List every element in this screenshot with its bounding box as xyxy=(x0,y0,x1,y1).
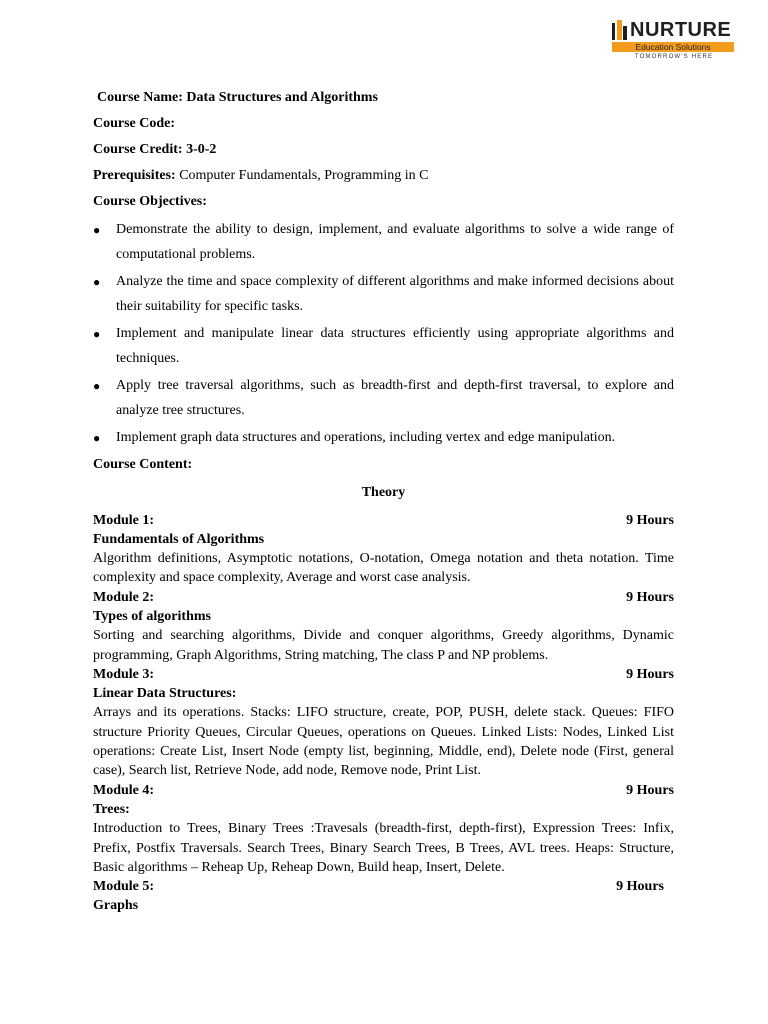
objective-item: ● Implement and manipulate linear data structures efficiently using appropriate algorithms and techniques. xyxy=(93,322,674,371)
module-label: Module 1: xyxy=(93,512,155,528)
course-code-line xyxy=(93,114,674,134)
theory-heading: Theory xyxy=(361,484,406,500)
course-name-value: Data Structures and Algorithms xyxy=(186,90,378,105)
prerequisites-line xyxy=(93,166,674,186)
course-name-line xyxy=(93,88,674,108)
logo-top-row xyxy=(612,18,736,40)
module-body: Introduction to Trees, Binary Trees :Travesals (breadth-first, depth-first), Expression Trees: Infix, Prefix, Postfix Traversals. Search Trees, Binary Search Trees, B Trees, AVL trees. Heaps: Structure, Basic algorithms – Reheap Up, Reheap Down, Build heap, Insert, Delete. xyxy=(93,821,674,875)
module-body: Sorting and searching algorithms, Divide and conquer algorithms, Greedy algorithms, Dynamic programming, Graph Algorithms, String matching, The class P and NP problems. xyxy=(93,628,674,663)
course-content-heading: Course Content: xyxy=(93,456,193,472)
module-hours: 9 Hours xyxy=(626,512,674,528)
logo-tagline-small: TOMORROW'S HERE xyxy=(634,54,714,60)
module-label: Module 5: xyxy=(93,879,155,895)
module-1 xyxy=(93,511,674,588)
module-body: Algorithm definitions, Asymptotic notations, O-notation, Omega notation and theta notation. Time complexity and space complexity, Average and worst case analysis. xyxy=(93,551,674,586)
objective-item: ● Apply tree traversal algorithms, such as breadth-first and depth-first traversal, to explore and analyze tree structures. xyxy=(93,374,674,423)
module-3 xyxy=(93,665,674,781)
module-label: Module 3: xyxy=(93,666,155,682)
module-label: Module 2: xyxy=(93,589,155,605)
module-5 xyxy=(93,877,674,916)
course-credit-value: 3-0-2 xyxy=(186,142,217,157)
module-2 xyxy=(93,588,674,665)
prerequisites-label: Prerequisites: xyxy=(93,168,176,183)
objective-item: ● Analyze the time and space complexity of different algorithms and make informed decisions about their suitability for specific tasks. xyxy=(93,270,674,319)
logo-brand: NURTURE xyxy=(630,19,732,41)
module-title: Trees: xyxy=(93,801,130,817)
module-title: Types of algorithms xyxy=(93,608,211,624)
course-credit-line xyxy=(93,140,674,160)
course-credit-label: Course Credit: xyxy=(93,142,183,157)
course-name-label: Course Name: xyxy=(97,90,183,105)
module-hours: 9 Hours xyxy=(626,666,674,682)
module-hours: 9 Hours xyxy=(626,782,674,798)
module-header xyxy=(93,511,674,530)
module-title: Linear Data Structures: xyxy=(93,686,237,702)
objectives-heading xyxy=(93,192,674,212)
logo-mark-icon xyxy=(612,20,628,40)
module-header xyxy=(93,665,674,684)
module-title: Fundamentals of Algorithms xyxy=(93,531,265,547)
prerequisites-value: Computer Fundamentals, Programming in C xyxy=(179,168,429,183)
module-body: Arrays and its operations. Stacks: LIFO structure, create, POP, PUSH, delete stack. Queues: FIFO structure Priority Queues, Circular Queues, operations on Queues. Linked Lists: Nodes, Linked List operations: Create List, Insert Node (empty list, beginning, Middle, end), Delete node (First, general case), Search list, Retrieve Node, add node, Remove node, Print List. xyxy=(93,705,674,779)
nurture-logo xyxy=(612,18,736,60)
objectives-label: Course Objectives: xyxy=(93,194,207,209)
module-title: Graphs xyxy=(93,898,139,914)
module-header xyxy=(93,877,674,896)
module-hours: 9 Hours xyxy=(616,879,664,895)
module-4 xyxy=(93,781,674,877)
document-body xyxy=(93,88,674,916)
objective-item: ● Demonstrate the ability to design, implement, and evaluate algorithms to solve a wide range of computational problems. xyxy=(93,218,674,267)
objective-item: ● Implement graph data structures and operations, including vertex and edge manipulation. xyxy=(93,426,674,451)
module-label: Module 4: xyxy=(93,782,155,798)
objectives-list xyxy=(93,218,674,451)
logo-tagline-band: Education Solutions xyxy=(612,42,734,52)
module-hours: 9 Hours xyxy=(626,589,674,605)
module-header xyxy=(93,588,674,607)
module-header xyxy=(93,781,674,800)
course-code-label: Course Code: xyxy=(93,116,176,131)
